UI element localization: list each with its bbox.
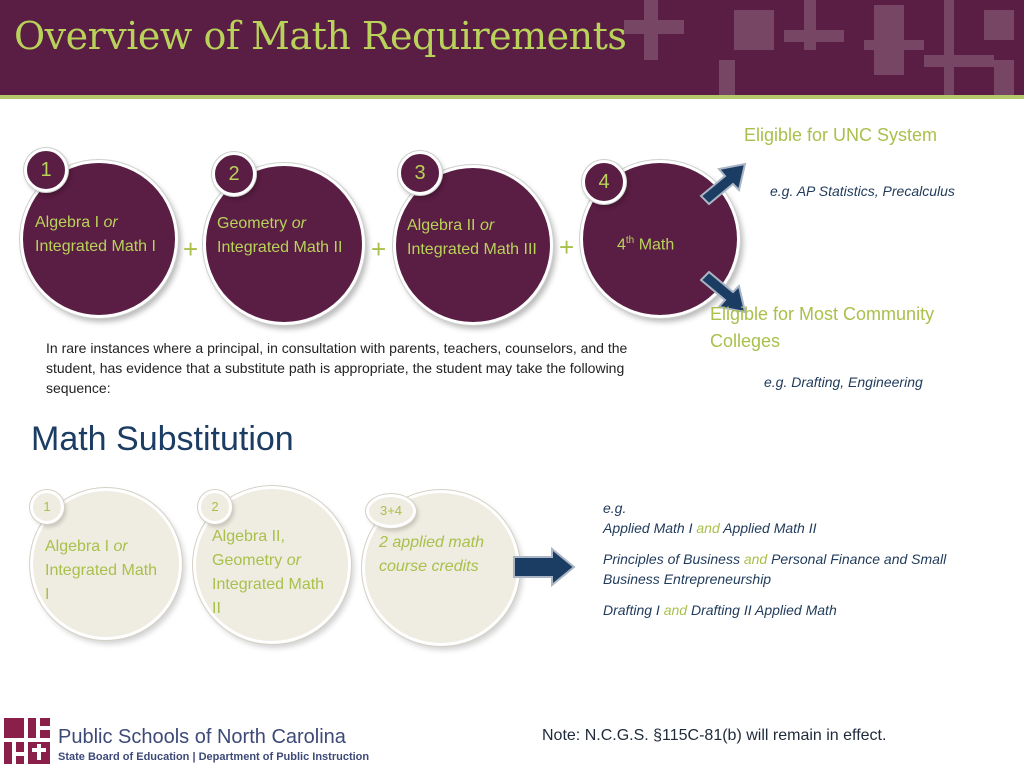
plus-sign-3: + xyxy=(559,232,575,262)
substitution-examples xyxy=(603,498,1003,631)
requirement-text-1: Algebra I or Integrated Math I xyxy=(35,214,156,255)
eligible-cc-label: Eligible for Most Community Colleges xyxy=(710,304,935,351)
examples-eg-label: e.g. xyxy=(603,500,627,516)
substitution-badge-2: 2 xyxy=(198,490,232,524)
substitution-note: In rare instances where a principal, in consultation with parents, teachers, counselors, and the student, has evidence that a substitute path is appropriate, the student may take the following sequence: xyxy=(46,340,628,396)
example-2: Principles of Business and Personal Finance and Small Business Entrepreneurship xyxy=(603,551,947,587)
plus-sign-2: + xyxy=(371,234,387,264)
example-3: Drafting I and Drafting II Applied Math xyxy=(603,602,837,618)
substitution-text-3: 2 applied math course credits xyxy=(379,534,484,575)
page-title: Overview of Math Requirements xyxy=(14,14,627,58)
footer-org-name: Public Schools of North Carolina xyxy=(58,726,346,748)
substitution-text-1: Algebra I or Integrated Math I xyxy=(45,538,158,603)
banner-pattern xyxy=(624,0,1024,95)
requirement-text-2: Geometry or Integrated Math II xyxy=(217,215,343,256)
plus-sign-1: + xyxy=(183,234,199,264)
step-badge-1: 1 xyxy=(24,148,68,192)
step-badge-2: 2 xyxy=(212,152,256,196)
banner-divider xyxy=(0,95,1024,99)
requirement-text-4: 4th Math xyxy=(617,235,675,254)
step-badge-4: 4 xyxy=(582,160,626,204)
example-1: Applied Math I and Applied Math II xyxy=(603,520,817,536)
legal-note: Note: N.C.G.S. §115C-81(b) will remain in effect. xyxy=(542,727,887,744)
substitution-badge-3: 3+4 xyxy=(366,494,416,528)
footer-subtitle: State Board of Education | Department of Public Instruction xyxy=(58,751,370,763)
requirement-text-3: Algebra II or Integrated Math III xyxy=(407,217,537,258)
arrow-right-icon xyxy=(512,547,576,587)
cc-example: e.g. Drafting, Engineering xyxy=(764,374,923,390)
arrow-up-right-icon xyxy=(695,158,755,208)
eligible-unc-label: Eligible for UNC System xyxy=(744,125,938,145)
ncdpi-logo xyxy=(4,718,50,764)
unc-example: e.g. AP Statistics, Precalculus xyxy=(770,183,955,199)
substitution-heading: Math Substitution xyxy=(31,420,294,458)
substitution-text-2: Algebra II, Geometry or Integrated Math II xyxy=(212,528,325,617)
substitution-badge-1: 1 xyxy=(30,490,64,524)
step-badge-3: 3 xyxy=(398,151,442,195)
header-banner xyxy=(0,0,1024,95)
